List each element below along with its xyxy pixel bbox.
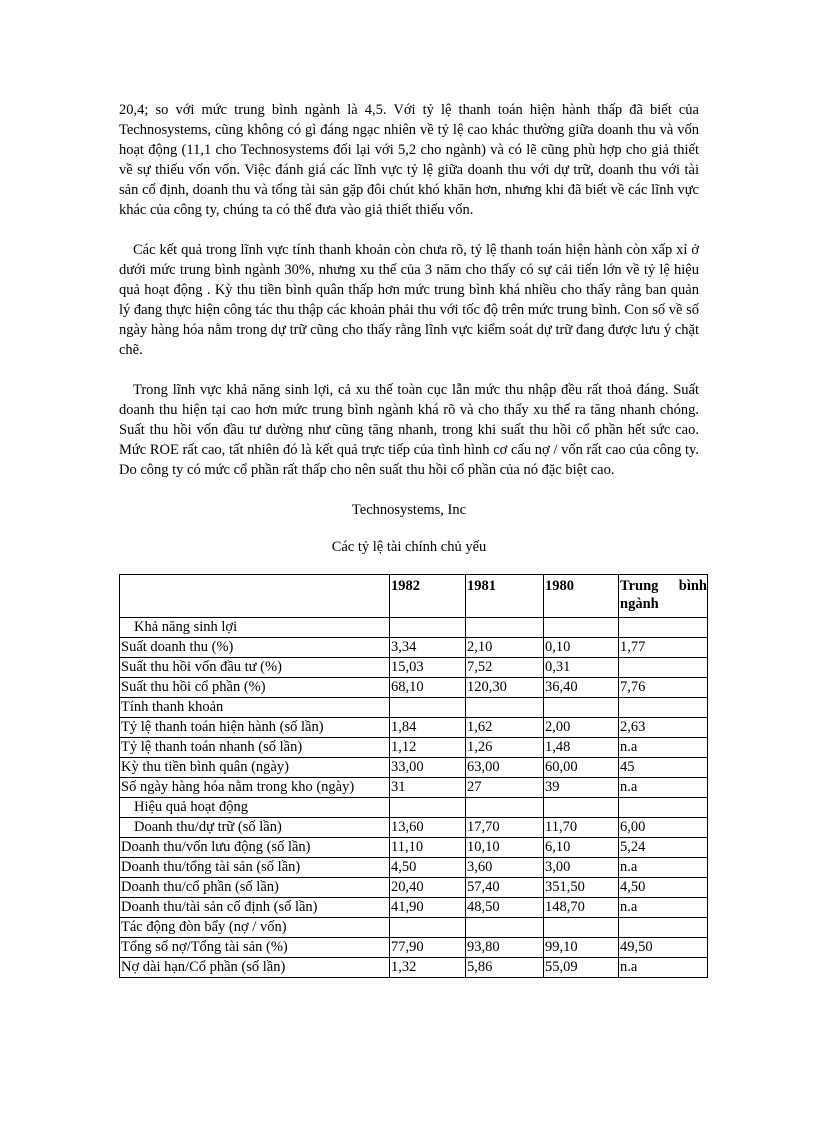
value-cell: 99,10 [544,938,619,958]
value-cell [544,618,619,638]
document-page [119,100,707,978]
row-label-cell: Hiệu quả hoạt động [120,798,390,818]
value-cell: 39 [544,778,619,798]
value-cell: 4,50 [390,858,466,878]
table-row [120,758,708,778]
row-label-cell: Doanh thu/dự trữ (số lần) [120,818,390,838]
value-cell: 2,63 [619,718,708,738]
value-cell: n.a [619,858,708,878]
header-cell-1982: 1982 [390,575,466,618]
value-cell: 5,24 [619,838,708,858]
value-cell: n.a [619,738,708,758]
value-cell [390,798,466,818]
value-cell: 1,12 [390,738,466,758]
value-cell: 41,90 [390,898,466,918]
value-cell: 1,84 [390,718,466,738]
row-label-cell: Suất thu hồi cổ phần (%) [120,678,390,698]
value-cell: 1,48 [544,738,619,758]
row-label-cell: Doanh thu/vốn lưu động (số lần) [120,838,390,858]
row-label-cell: Suất thu hồi vốn đầu tư (%) [120,658,390,678]
value-cell: 7,76 [619,678,708,698]
value-cell: 2,10 [466,638,544,658]
table-row [120,638,708,658]
value-cell [544,798,619,818]
table-row [120,678,708,698]
row-label-cell: Tổng số nợ/Tổng tài sản (%) [120,938,390,958]
value-cell [390,918,466,938]
value-cell [619,918,708,938]
table-section-row [120,618,708,638]
value-cell: 13,60 [390,818,466,838]
value-cell: 33,00 [390,758,466,778]
value-cell: 1,26 [466,738,544,758]
value-cell: 7,52 [466,658,544,678]
value-cell [390,618,466,638]
value-cell: 1,62 [466,718,544,738]
table-row [120,778,708,798]
value-cell: 17,70 [466,818,544,838]
row-label-cell: Suất doanh thu (%) [120,638,390,658]
value-cell [466,618,544,638]
paragraph-1: 20,4; so với mức trung bình ngành là 4,5. Với tỷ lệ thanh toán hiện hành thấp đã biết của Technosystems, cũng không có gì đáng ngạc nhiên về tỷ lệ cao khác thường giữa doanh thu và vốn hoạt động (11,1 cho Technosystems đối lại với 5,2 cho ngành) và có lẽ cũng phù hợp cho giả thiết về sự thiếu vốn vốn. Việc đánh giá các lĩnh vực tỷ lệ giữa doanh thu với dự trữ, doanh thu với tài sản cố định, doanh thu và tổng tài sản gặp đôi chút khó khăn hơn, nhưng khi đã biết về các lĩnh vực khác của công ty, chúng ta có thể đưa vào giả thiết thiếu vốn. [119,102,699,218]
value-cell: 1,77 [619,638,708,658]
table-row [120,858,708,878]
value-cell [466,918,544,938]
row-label-cell: Tác động đòn bẩy (nợ / vốn) [120,918,390,938]
value-cell: 351,50 [544,878,619,898]
value-cell: 0,10 [544,638,619,658]
value-cell: 6,00 [619,818,708,838]
header-cell-industry-average: Trung bình ngành [619,575,708,618]
table-row [120,838,708,858]
value-cell: 15,03 [390,658,466,678]
financial-ratios-table [119,574,708,978]
table-section-row [120,798,708,818]
row-label-cell: Nợ dài hạn/Cổ phần (số lần) [120,958,390,978]
value-cell: n.a [619,778,708,798]
header-cell-label [120,575,390,618]
table-row [120,938,708,958]
value-cell: n.a [619,898,708,918]
header-cell-1980: 1980 [544,575,619,618]
value-cell: 6,10 [544,838,619,858]
table-row [120,898,708,918]
value-cell: 3,34 [390,638,466,658]
value-cell: n.a [619,958,708,978]
table-row [120,658,708,678]
value-cell [619,618,708,638]
value-cell: 11,10 [390,838,466,858]
value-cell [466,798,544,818]
value-cell: 3,00 [544,858,619,878]
value-cell: 10,10 [466,838,544,858]
value-cell: 68,10 [390,678,466,698]
value-cell: 48,50 [466,898,544,918]
value-cell: 55,09 [544,958,619,978]
value-cell: 57,40 [466,878,544,898]
table-section-row [120,918,708,938]
value-cell: 77,90 [390,938,466,958]
value-cell: 31 [390,778,466,798]
value-cell: 120,30 [466,678,544,698]
row-label-cell: Kỳ thu tiền bình quân (ngày) [120,758,390,778]
value-cell: 4,50 [619,878,708,898]
value-cell: 27 [466,778,544,798]
table-header-row [120,575,708,618]
value-cell: 45 [619,758,708,778]
value-cell: 2,00 [544,718,619,738]
row-label-cell: Doanh thu/tài sản cố định (số lần) [120,898,390,918]
row-label-cell: Khả năng sinh lợi [120,618,390,638]
value-cell: 60,00 [544,758,619,778]
value-cell: 3,60 [466,858,544,878]
table-row [120,718,708,738]
value-cell: 11,70 [544,818,619,838]
row-label-cell: Doanh thu/cổ phần (số lần) [120,878,390,898]
value-cell: 1,32 [390,958,466,978]
table-section-row [120,698,708,718]
value-cell [544,918,619,938]
value-cell: 148,70 [544,898,619,918]
value-cell: 20,40 [390,878,466,898]
header-cell-1981: 1981 [466,575,544,618]
value-cell [619,658,708,678]
company-title: Technosystems, Inc [351,502,467,518]
value-cell: 36,40 [544,678,619,698]
value-cell: 49,50 [619,938,708,958]
row-label-cell: Tỷ lệ thanh toán nhanh (số lần) [120,738,390,758]
value-cell [619,698,708,718]
value-cell: 63,00 [466,758,544,778]
table-row [120,958,708,978]
table-row [120,818,708,838]
row-label-cell: Doanh thu/tổng tài sản (số lần) [120,858,390,878]
value-cell [466,698,544,718]
table-row [120,738,708,758]
value-cell: 0,31 [544,658,619,678]
table-row [120,878,708,898]
table-title: Các tỷ lệ tài chính chủ yếu [331,539,487,555]
value-cell: 5,86 [466,958,544,978]
row-label-cell: Tính thanh khoản [120,698,390,718]
value-cell [619,798,708,818]
value-cell: 93,80 [466,938,544,958]
value-cell [390,698,466,718]
row-label-cell: Tỷ lệ thanh toán hiện hành (số lần) [120,718,390,738]
row-label-cell: Số ngày hàng hóa nằm trong kho (ngày) [120,778,390,798]
paragraph-3: Trong lĩnh vực khả năng sinh lợi, cả xu thế toàn cục lẫn mức thu nhập đều rất thoả đáng. Suất doanh thu hiện tại cao hơn mức trung bình ngành khá rõ và cho thấy xu thế ra tăng nhanh chóng. Suất thu hồi vốn đầu tư dường như cũng tăng nhanh, trong khi suất thu hồi cổ phần hết sức cao. Mức ROE rất cao, tất nhiên đó là kết quả trực tiếp của tình hình cơ cấu nợ / vốn rất cao của công ty. Do công ty có mức cổ phần rất thấp cho nên suất thu hồi cổ phần của nó đặc biệt cao. [119,382,699,478]
value-cell [544,698,619,718]
paragraph-2: Các kết quả trong lĩnh vực tính thanh khoản còn chưa rõ, tỷ lệ thanh toán hiện hành còn xấp xỉ ở dưới mức trung bình ngành 30%, nhưng xu thế của 3 năm cho thấy có sự cải tiến lớn về tỷ lệ hiệu quả hoạt động . Kỳ thu tiền bình quân thấp hơn mức trung bình khá nhiều cho thấy rằng ban quản lý đang thực hiện công tác thu thập các khoản phải thu với tốc độ trên mức trung bình. Con số về số ngày hàng hóa nằm trong dự trữ cũng cho thấy rằng lĩnh vực kiểm soát dự trữ đang được lưu ý chặt chẽ. [119,242,699,358]
